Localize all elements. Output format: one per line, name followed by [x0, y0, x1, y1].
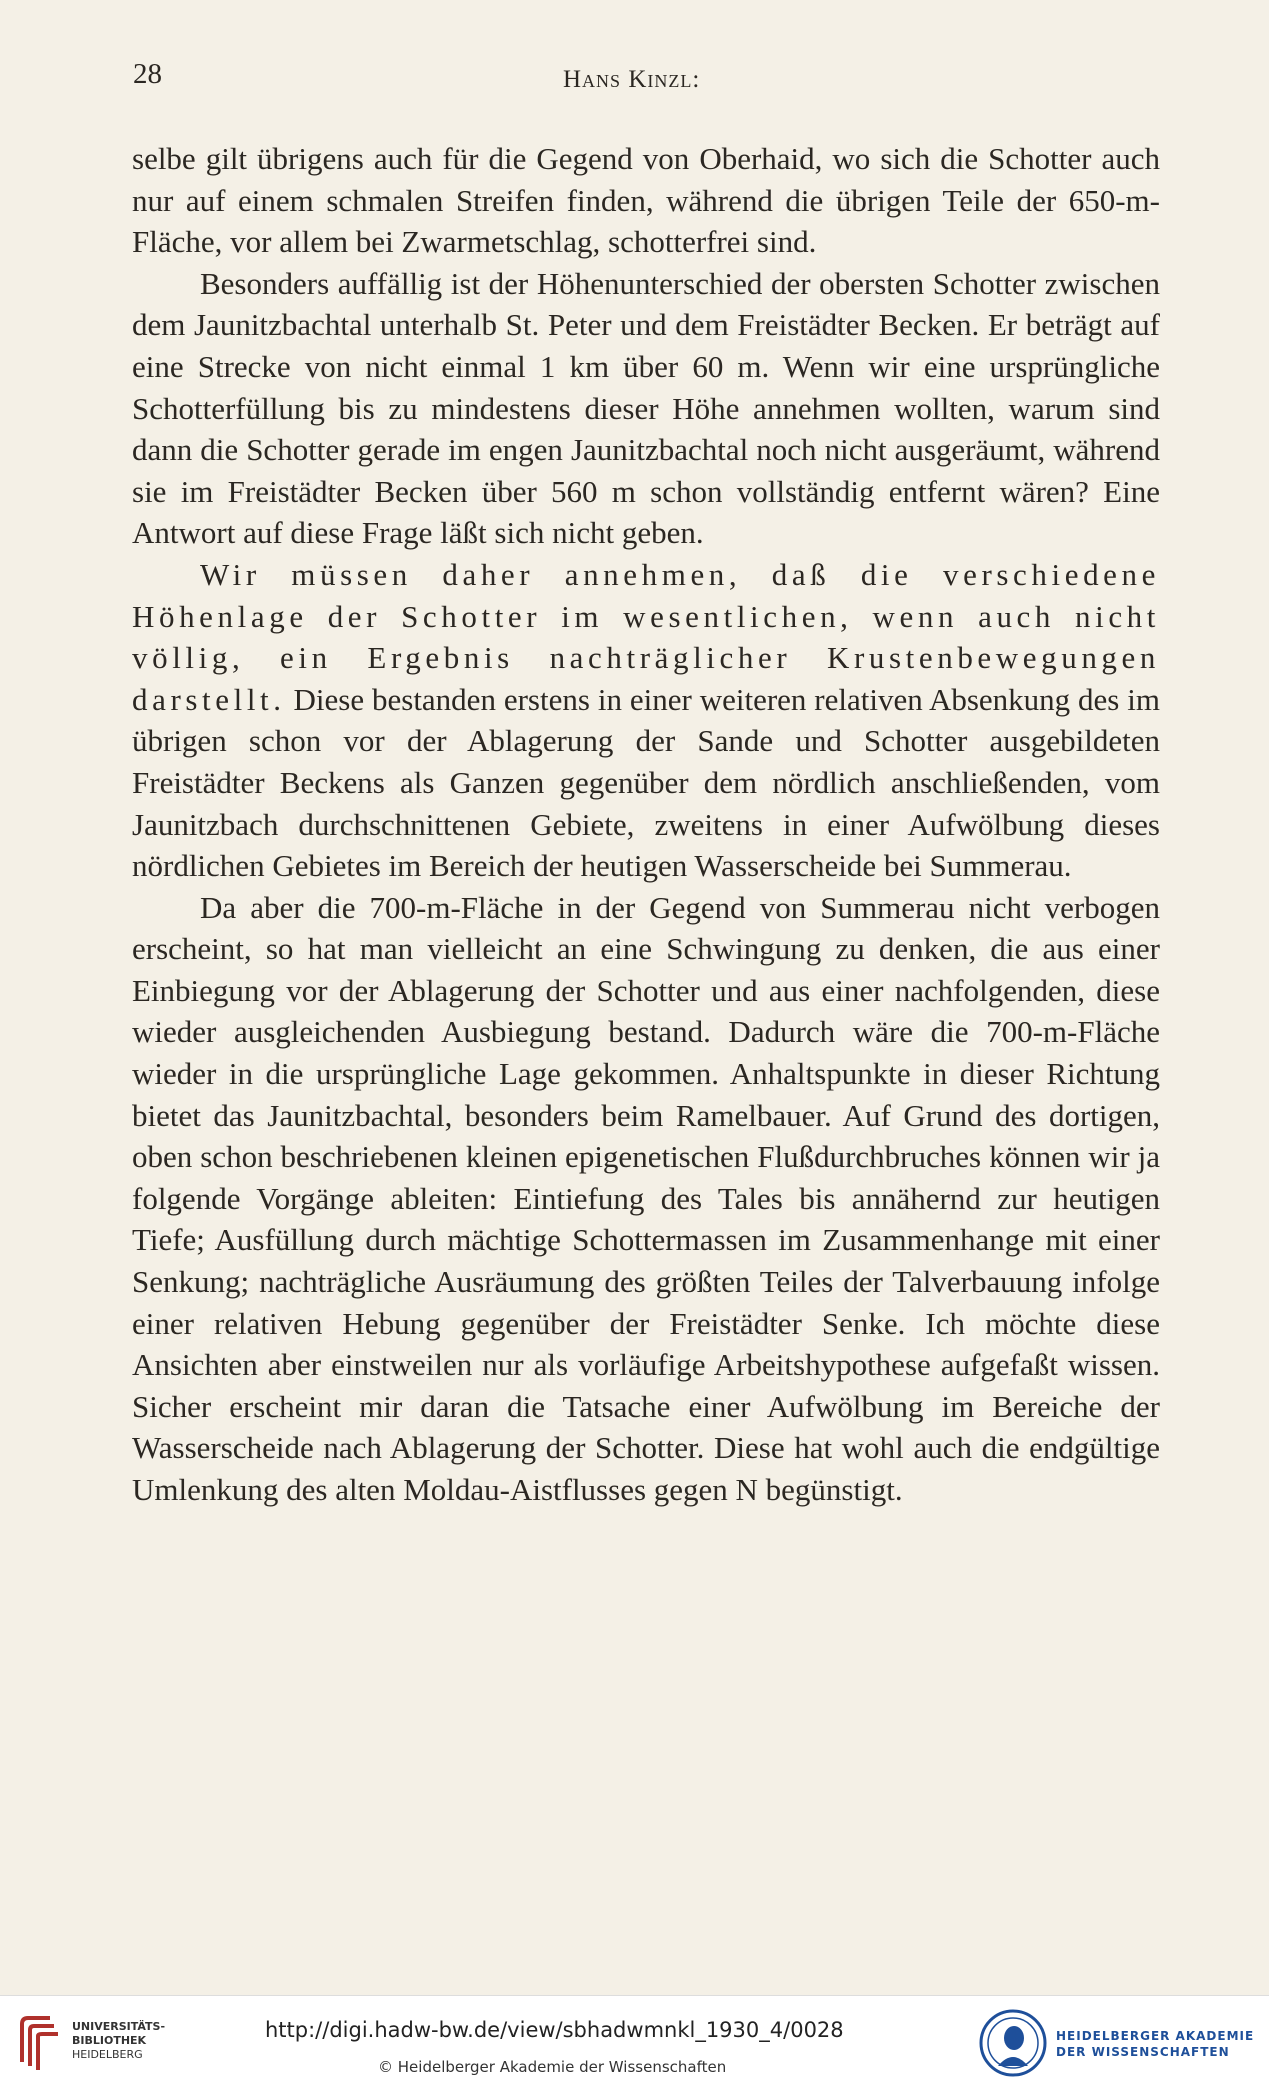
university-library-logo-icon: [14, 2012, 60, 2072]
ub-line-2: BIBLIOTHEK: [72, 2034, 147, 2047]
spaced-emphasis: Wir müssen daher annehmen, daß die verschiedene Höhenlage der Schotter im wesentlichen, wenn auch nicht völlig, ein Ergebnis nachträglicher Krustenbewegungen darstellt.: [132, 556, 1160, 717]
footer-bar: [0, 1995, 1269, 2094]
ub-line-3: HEIDELBERG: [72, 2048, 143, 2061]
paragraph-4: Da aber die 700-m-Fläche in der Gegend von Summerau nicht verbogen erscheint, so hat man vielleicht an eine Schwingung zu denken, die aus einer Einbiegung vor der Ablagerung der Schotter und aus einer nachfolgenden, diese wieder ausgleichenden Ausbiegung bestand. Dadurch wäre die 700-m-Fläche wieder in die ursprüngliche Lage gekommen. Anhaltspunkte in dieser Richtung bietet das Jaunitzbachtal, besonders beim Ramelbauer. Auf Grund des dortigen, oben schon beschriebenen kleinen epigenetischen Flußdurchbruches können wir ja folgende Vorgänge ableiten: Eintiefung des Tales bis annähernd zur heutigen Tiefe; Ausfüllung durch mächtige Schottermassen im Zusammenhange mit einer Senkung; nachträgliche Ausräumung des größten Teiles der Talverbauung infolge einer relativen Hebung gegenüber der Freistädter Senke. Ich möchte diese Ansichten aber einstweilen nur als vorläufige Arbeitshypothese aufgefaßt wissen. Sicher erscheint mir daran die Tatsache einer Aufwölbung im Bereiche der Wasserscheide nach Ablagerung der Schotter. Diese hat wohl auch die endgültige Umlenkung des alten Moldau-Aistflusses gegen N begünstigt.: [132, 889, 1160, 1507]
header-author: Hans Kinzl:: [563, 66, 701, 93]
paragraph-1: selbe gilt übrigens auch für die Gegend von Oberhaid, wo sich die Schotter auch nur auf einem schmalen Streifen finden, während die übrigen Teile der 650-m-Fläche, vor allem bei Zwarmetschlag, schotterfrei sind.: [132, 141, 1160, 260]
paragraph-3: [132, 554, 1160, 887]
body-text: [132, 138, 1160, 1511]
paragraph-2: Besonders auffällig ist der Höhenunterschied der obersten Schotter zwischen dem Jaunitzbachtal unterhalb St. Peter und dem Freistädter Becken. Er beträgt auf eine Strecke von nicht einmal 1 km über 60 m. Wenn wir eine ursprüngliche Schotterfüllung bis zu mindestens dieser Höhe annehmen wollten, warum sind dann die Schotter gerade im engen Jaunitzbachtal noch nicht ausgeräumt, während sie im Freistädter Becken über 560 m schon vollständig entfernt wären? Eine Antwort auf diese Frage läßt sich nicht geben.: [132, 265, 1160, 551]
copyright-notice: © Heidelberger Akademie der Wissenschaften: [378, 2058, 727, 2076]
academy-name: [1056, 2028, 1254, 2060]
source-url-link[interactable]: http://digi.hadw-bw.de/view/sbhadwmnkl_1930_4/0028: [265, 2018, 844, 2042]
ub-line-1: UNIVERSITÄTS-: [72, 2020, 166, 2033]
academy-seal-icon: [978, 2008, 1048, 2078]
academy-line-2: DER WISSENSCHAFTEN: [1056, 2045, 1230, 2059]
running-head: [133, 58, 1159, 98]
academy-line-1: HEIDELBERGER AKADEMIE: [1056, 2029, 1255, 2043]
paragraph-3-rest: Diese bestanden erstens in einer weiteren relativen Absenkung des im übrigen schon vor der Ablagerung der Sande und Schotter ausgebildeten Freistädter Beckens als Ganzen gegenüber dem nördlich anschließenden, vom Jaunitzbach durchschnittenen Gebiete, zweitens in einer Aufwölbung dieses nördlichen Gebietes im Bereich der heutigen Wasserscheide bei Summerau.: [132, 681, 1160, 884]
page-number: 28: [133, 58, 162, 90]
university-library-name: [72, 2020, 165, 2062]
